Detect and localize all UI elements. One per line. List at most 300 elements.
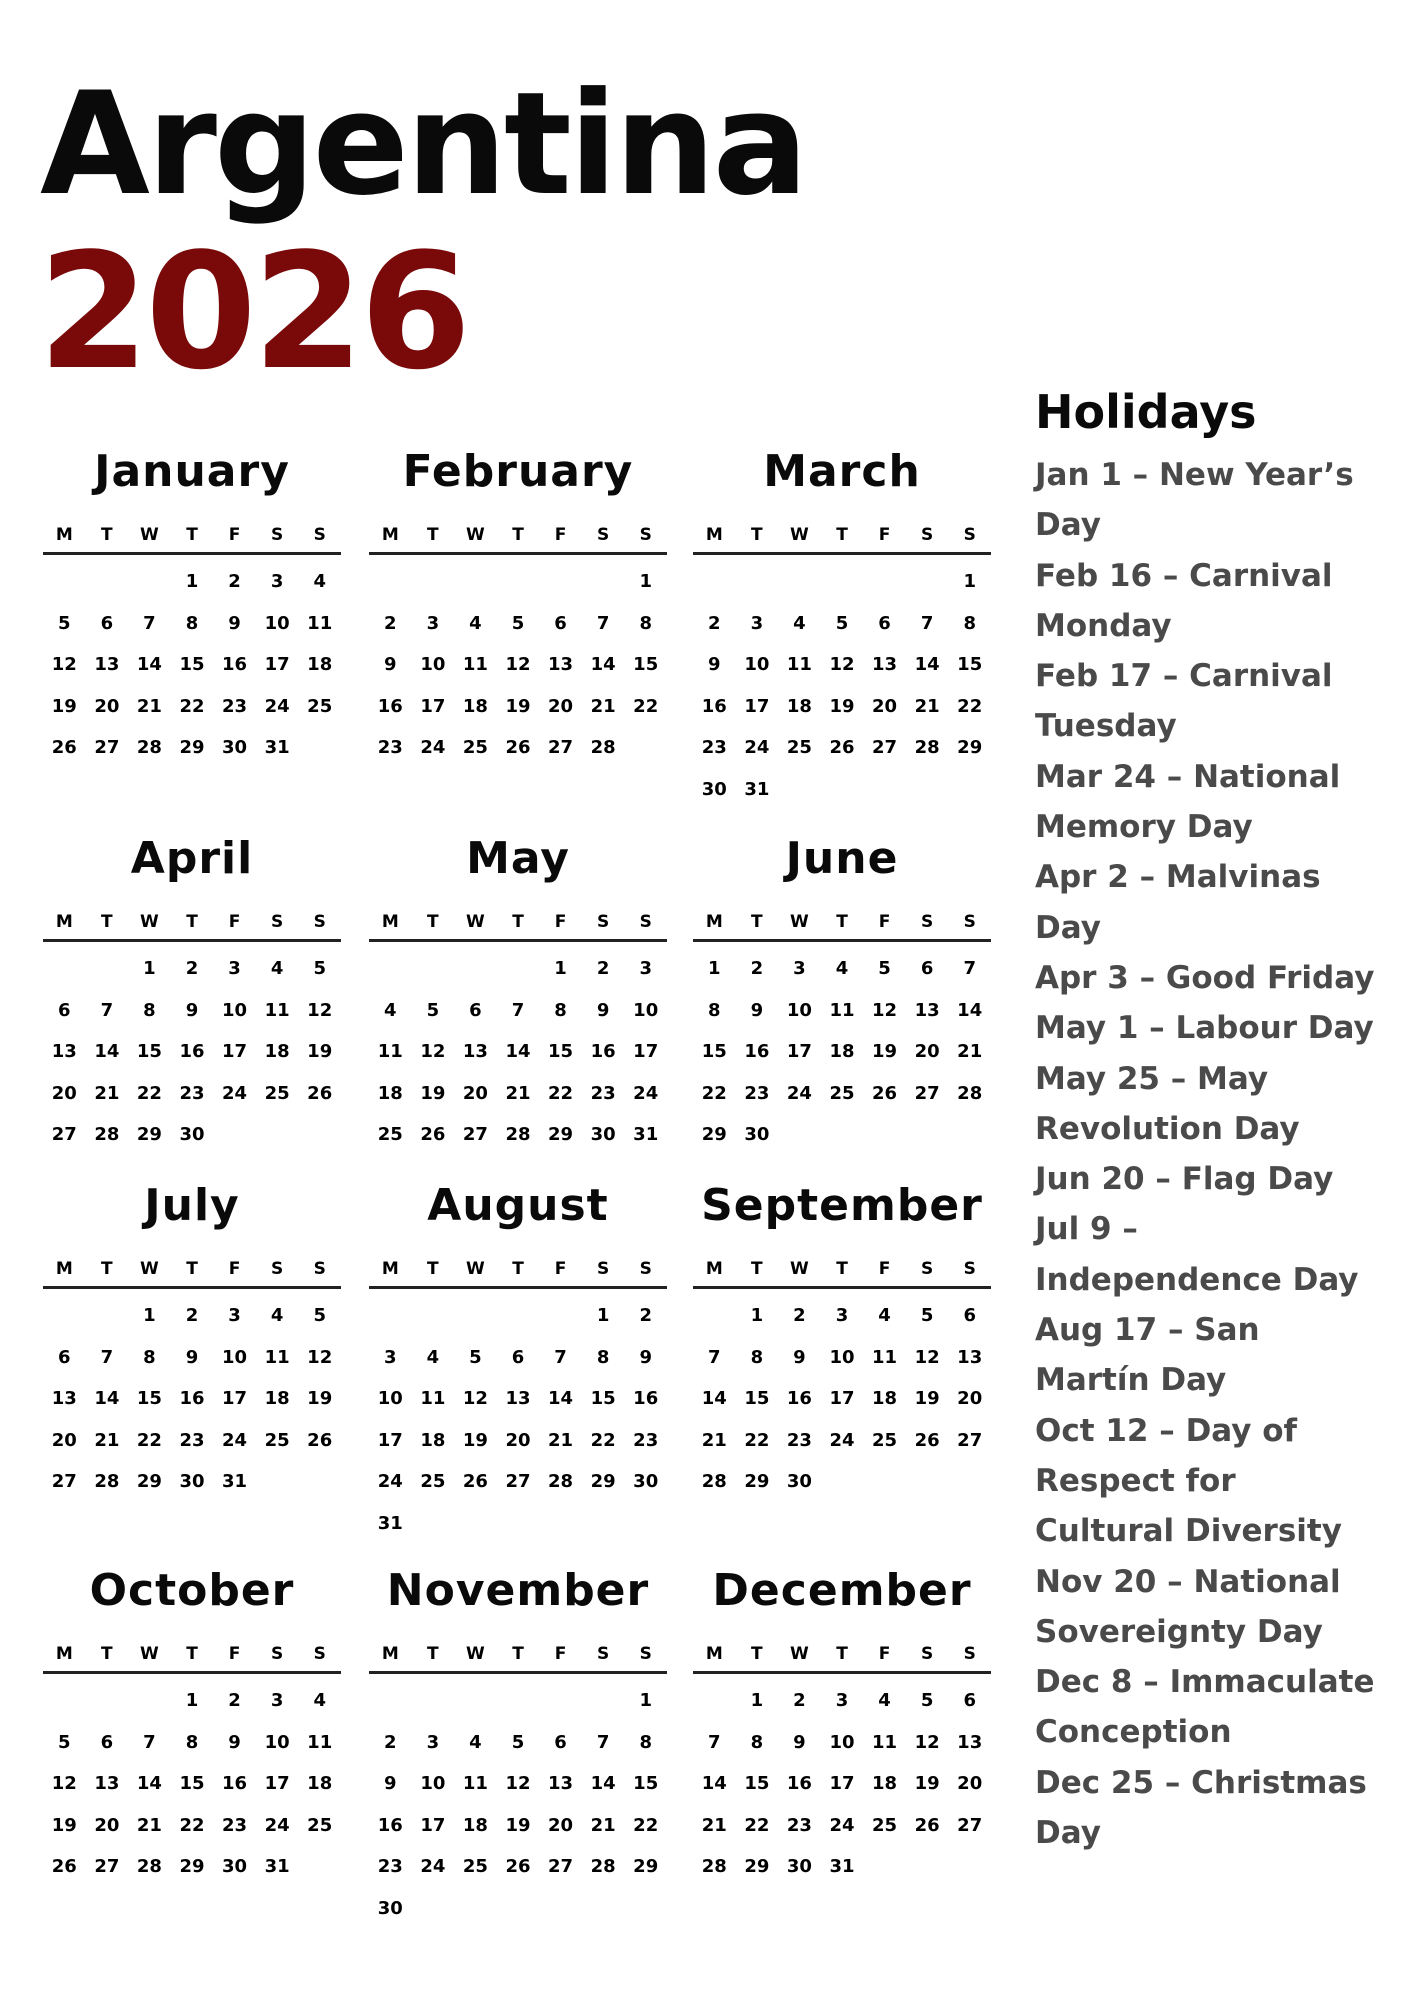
day-cell: 8	[554, 999, 567, 1021]
weekday-label: T	[186, 525, 198, 545]
day-cell: 30	[786, 1856, 812, 1877]
day-cell: 19	[829, 695, 855, 717]
month-name: March	[763, 446, 921, 497]
empty-day	[128, 1680, 171, 1722]
day-cell: 27	[505, 1471, 531, 1492]
month-name: February	[402, 446, 634, 497]
day-cell: 13	[505, 1388, 531, 1409]
day-cell: 22	[179, 1814, 205, 1836]
day-grid	[369, 1674, 667, 1929]
weekday-label: F	[554, 1259, 567, 1279]
day-cell: 15	[136, 1041, 162, 1062]
day-cell: 8	[750, 1731, 764, 1753]
day-cell: 23	[701, 737, 727, 758]
day-cell: 16	[222, 1773, 248, 1794]
empty-day	[43, 1295, 86, 1337]
day-cell: 5	[835, 612, 849, 634]
day-cell: 21	[548, 1429, 574, 1451]
day-cell: 1	[963, 571, 976, 592]
empty-day	[43, 948, 86, 990]
weekday-label: T	[512, 912, 524, 932]
day-cell: 2	[228, 1690, 241, 1711]
day-cell: 14	[701, 1388, 727, 1409]
day-cell: 29	[957, 737, 983, 758]
day-cell: 18	[872, 1773, 898, 1794]
weekday-label: M	[381, 525, 399, 545]
day-cell: 12	[505, 654, 531, 675]
day-cell: 13	[94, 1773, 120, 1794]
holiday-item: Feb 16 – Carnival Monday	[1035, 557, 1333, 644]
day-cell: 15	[179, 1773, 205, 1794]
day-cell: 22	[744, 1814, 770, 1836]
month-january	[43, 440, 341, 769]
weekday-label: S	[597, 1259, 610, 1279]
day-cell: 22	[701, 1082, 727, 1104]
day-cell: 28	[505, 1124, 531, 1145]
day-cell: 19	[914, 1773, 940, 1794]
weekday-label: T	[751, 912, 763, 932]
day-cell: 18	[462, 695, 488, 717]
month-name: November	[386, 1565, 650, 1616]
day-cell: 9	[228, 612, 241, 634]
day-cell: 3	[270, 571, 284, 592]
day-cell: 26	[872, 1082, 898, 1104]
empty-day	[86, 948, 129, 990]
day-grid	[369, 942, 667, 1156]
day-cell: 9	[793, 1731, 806, 1753]
day-cell: 4	[793, 612, 806, 634]
day-grid	[43, 555, 341, 769]
day-cell: 12	[462, 1388, 488, 1409]
day-cell: 11	[420, 1388, 446, 1409]
empty-day	[454, 1295, 497, 1337]
weekday-label: S	[271, 1259, 284, 1279]
holidays-title: Holidays	[1035, 385, 1257, 439]
day-cell: 15	[701, 1041, 727, 1062]
weekday-label: T	[101, 912, 113, 932]
day-cell: 29	[744, 1856, 770, 1877]
weekday-header	[693, 905, 991, 942]
day-cell: 12	[872, 999, 898, 1021]
day-cell: 16	[633, 1388, 659, 1409]
empty-day	[497, 1295, 540, 1337]
day-cell: 25	[872, 1814, 898, 1836]
day-cell: 15	[744, 1388, 770, 1409]
day-cell: 2	[596, 958, 610, 979]
day-cell: 21	[136, 1814, 162, 1836]
day-cell: 23	[222, 695, 248, 717]
day-cell: 11	[786, 654, 812, 675]
day-cell: 24	[264, 1814, 290, 1836]
day-cell: 27	[957, 1429, 983, 1451]
day-cell: 21	[701, 1429, 727, 1451]
day-cell: 25	[264, 1082, 290, 1104]
day-cell: 30	[590, 1124, 616, 1145]
day-cell: 23	[377, 1856, 403, 1877]
empty-day	[582, 1680, 625, 1722]
month-name: January	[94, 446, 290, 497]
day-cell: 16	[377, 695, 403, 717]
day-cell: 7	[708, 1346, 721, 1368]
day-cell: 6	[554, 1731, 567, 1753]
day-cell: 15	[136, 1388, 162, 1409]
day-cell: 3	[750, 612, 764, 634]
day-cell: 20	[548, 1814, 574, 1836]
day-cell: 20	[94, 1814, 120, 1836]
weekday-label: M	[705, 1644, 723, 1664]
empty-day	[369, 948, 412, 990]
day-cell: 30	[786, 1471, 812, 1492]
holiday-item: Dec 8 – Immaculate Conception	[1035, 1664, 1375, 1751]
day-cell: 22	[548, 1082, 574, 1104]
day-cell: 1	[596, 1305, 610, 1326]
day-cell: 11	[462, 654, 488, 675]
day-cell: 30	[633, 1471, 659, 1492]
weekday-label: T	[186, 1644, 198, 1664]
day-cell: 28	[548, 1471, 574, 1492]
day-cell: 31	[829, 1856, 855, 1877]
day-cell: 6	[100, 612, 114, 634]
day-cell: 25	[462, 737, 488, 758]
day-cell: 18	[872, 1388, 898, 1409]
weekday-label: S	[921, 1259, 934, 1279]
day-cell: 8	[185, 1731, 199, 1753]
day-cell: 23	[377, 737, 403, 758]
weekday-label: T	[512, 525, 524, 545]
weekday-label: T	[836, 1644, 848, 1664]
day-cell: 8	[708, 999, 721, 1021]
day-cell: 13	[548, 654, 574, 675]
empty-day	[539, 1295, 582, 1337]
weekday-label: M	[55, 912, 73, 932]
weekday-label: S	[963, 1644, 976, 1664]
weekday-header	[693, 518, 991, 555]
weekday-label: S	[597, 912, 610, 932]
day-cell: 22	[957, 695, 983, 717]
day-cell: 17	[420, 695, 446, 717]
day-cell: 20	[462, 1082, 488, 1104]
day-cell: 18	[420, 1429, 446, 1451]
day-cell: 3	[270, 1690, 284, 1711]
day-cell: 9	[185, 1346, 199, 1368]
day-cell: 28	[957, 1082, 983, 1104]
day-cell: 22	[590, 1429, 616, 1451]
empty-day	[906, 561, 949, 603]
day-cell: 29	[633, 1856, 659, 1877]
weekday-header	[43, 1252, 341, 1289]
weekday-label: F	[554, 912, 567, 932]
weekday-label: T	[101, 525, 113, 545]
weekday-label: W	[140, 525, 159, 545]
weekday-label: S	[313, 1259, 326, 1279]
day-cell: 4	[469, 1731, 482, 1753]
day-cell: 7	[920, 612, 934, 634]
holiday-item: Aug 17 – San Martín Day	[1035, 1312, 1260, 1399]
day-cell: 14	[914, 654, 940, 675]
day-cell: 7	[596, 1731, 610, 1753]
day-cell: 12	[307, 1346, 333, 1368]
day-cell: 25	[307, 695, 333, 717]
day-cell: 4	[270, 1305, 284, 1326]
day-cell: 13	[548, 1773, 574, 1794]
day-cell: 22	[136, 1082, 162, 1104]
day-cell: 14	[94, 1041, 120, 1062]
day-cell: 18	[462, 1814, 488, 1836]
day-cell: 26	[914, 1429, 940, 1451]
weekday-label: T	[512, 1644, 524, 1664]
holiday-item: Apr 3 – Good Friday	[1035, 959, 1375, 996]
weekday-header	[369, 518, 667, 555]
day-cell: 19	[505, 1814, 531, 1836]
day-cell: 5	[426, 999, 440, 1021]
day-cell: 7	[554, 1346, 567, 1368]
day-cell: 10	[420, 654, 446, 675]
empty-day	[693, 1680, 736, 1722]
day-cell: 29	[179, 737, 205, 758]
weekday-label: F	[554, 525, 567, 545]
empty-day	[778, 561, 821, 603]
day-cell: 15	[633, 1773, 659, 1794]
day-cell: 12	[829, 654, 855, 675]
day-cell: 18	[377, 1082, 403, 1104]
day-cell: 25	[264, 1429, 290, 1451]
day-cell: 7	[143, 1731, 156, 1753]
weekday-label: T	[186, 912, 198, 932]
day-cell: 21	[94, 1429, 120, 1451]
day-cell: 10	[633, 999, 659, 1021]
weekday-label: M	[381, 1259, 399, 1279]
day-cell: 16	[701, 695, 727, 717]
day-cell: 27	[51, 1124, 77, 1145]
weekday-label: M	[705, 1259, 723, 1279]
weekday-label: W	[466, 912, 485, 932]
weekday-header	[693, 1637, 991, 1674]
day-cell: 27	[94, 737, 120, 758]
day-cell: 3	[835, 1305, 849, 1326]
day-cell: 30	[222, 1856, 248, 1877]
weekday-label: S	[313, 525, 326, 545]
month-name: December	[712, 1565, 972, 1616]
day-cell: 5	[58, 612, 71, 634]
weekday-label: S	[597, 525, 610, 545]
empty-day	[412, 1295, 455, 1337]
holiday-item: Oct 12 – Day of Respect for Cultural Diversity	[1035, 1412, 1342, 1550]
day-cell: 26	[51, 737, 77, 758]
weekday-label: S	[963, 1259, 976, 1279]
weekday-label: M	[55, 1259, 73, 1279]
day-cell: 30	[744, 1124, 770, 1145]
day-cell: 30	[179, 1124, 205, 1145]
empty-day	[369, 1295, 412, 1337]
day-cell: 24	[829, 1814, 855, 1836]
day-cell: 3	[639, 958, 652, 979]
day-cell: 31	[377, 1512, 403, 1534]
day-cell: 27	[872, 737, 898, 758]
weekday-label: F	[878, 912, 891, 932]
day-cell: 26	[829, 737, 855, 758]
day-cell: 10	[264, 612, 290, 634]
weekday-label: F	[878, 1644, 891, 1664]
day-cell: 3	[228, 1305, 241, 1326]
day-cell: 13	[51, 1388, 77, 1409]
day-cell: 3	[384, 1346, 397, 1368]
day-cell: 16	[786, 1773, 812, 1794]
day-cell: 10	[829, 1346, 855, 1368]
day-cell: 12	[420, 1041, 446, 1062]
empty-day	[454, 561, 497, 603]
holiday-item: May 25 – May Revolution Day	[1035, 1060, 1300, 1147]
day-cell: 5	[469, 1346, 482, 1368]
day-cell: 24	[264, 695, 290, 717]
empty-day	[454, 1680, 497, 1722]
day-cell: 23	[179, 1429, 205, 1451]
weekday-header	[369, 905, 667, 942]
day-cell: 9	[384, 1773, 397, 1794]
day-cell: 24	[633, 1082, 659, 1104]
day-cell: 9	[793, 1346, 806, 1368]
month-september	[693, 1174, 991, 1503]
day-cell: 6	[920, 958, 934, 979]
empty-day	[43, 561, 86, 603]
weekday-label: W	[790, 1644, 809, 1664]
weekday-label: T	[101, 1259, 113, 1279]
day-cell: 13	[957, 1731, 983, 1753]
day-cell: 8	[639, 1731, 652, 1753]
day-cell: 4	[313, 571, 326, 592]
day-cell: 12	[914, 1731, 940, 1753]
day-cell: 5	[511, 612, 525, 634]
day-cell: 13	[872, 654, 898, 675]
day-cell: 8	[143, 999, 156, 1021]
empty-day	[693, 1295, 736, 1337]
day-cell: 15	[633, 654, 659, 675]
day-cell: 7	[596, 612, 610, 634]
day-cell: 9	[185, 999, 199, 1021]
day-cell: 9	[596, 999, 610, 1021]
day-cell: 6	[58, 1346, 71, 1368]
day-cell: 5	[920, 1305, 934, 1326]
day-cell: 16	[744, 1041, 770, 1062]
day-cell: 4	[426, 1346, 440, 1368]
day-grid	[43, 1674, 341, 1888]
weekday-label: S	[597, 1644, 610, 1664]
weekday-header	[43, 518, 341, 555]
weekday-label: W	[140, 1644, 159, 1664]
weekday-label: T	[427, 912, 439, 932]
day-cell: 3	[793, 958, 806, 979]
day-cell: 10	[786, 999, 812, 1021]
day-cell: 1	[639, 1690, 652, 1711]
weekday-label: S	[639, 1644, 652, 1664]
empty-day	[412, 1680, 455, 1722]
day-cell: 20	[51, 1429, 77, 1451]
day-cell: 23	[590, 1082, 616, 1104]
day-cell: 8	[963, 612, 976, 634]
day-cell: 26	[914, 1814, 940, 1836]
day-cell: 20	[548, 695, 574, 717]
empty-day	[539, 1680, 582, 1722]
day-cell: 9	[708, 654, 721, 675]
holiday-item: Dec 25 – Christmas Day	[1035, 1764, 1367, 1852]
day-cell: 26	[505, 1856, 531, 1877]
month-name: August	[427, 1180, 609, 1231]
weekday-label: T	[751, 1644, 763, 1664]
weekday-label: F	[878, 1259, 891, 1279]
day-cell: 13	[957, 1346, 983, 1368]
page-title: Argentina	[40, 62, 806, 227]
day-cell: 1	[185, 571, 199, 592]
day-cell: 1	[639, 571, 652, 592]
day-cell: 23	[633, 1429, 659, 1451]
weekday-label: T	[427, 1644, 439, 1664]
day-cell: 11	[264, 999, 290, 1021]
weekday-label: T	[836, 912, 848, 932]
day-cell: 28	[94, 1124, 120, 1145]
weekday-label: T	[101, 1644, 113, 1664]
weekday-label: F	[228, 525, 241, 545]
day-cell: 25	[307, 1814, 333, 1836]
weekday-label: S	[271, 1644, 284, 1664]
day-cell: 11	[462, 1773, 488, 1794]
day-grid	[693, 942, 991, 1156]
day-cell: 18	[786, 695, 812, 717]
day-cell: 29	[136, 1124, 162, 1145]
day-cell: 29	[590, 1471, 616, 1492]
weekday-label: W	[790, 1259, 809, 1279]
day-cell: 19	[505, 695, 531, 717]
day-cell: 6	[469, 999, 482, 1021]
day-cell: 18	[307, 654, 333, 675]
day-cell: 14	[590, 1773, 616, 1794]
day-cell: 10	[264, 1731, 290, 1753]
day-cell: 8	[596, 1346, 610, 1368]
weekday-label: M	[55, 1644, 73, 1664]
day-cell: 18	[307, 1773, 333, 1794]
day-cell: 14	[505, 1041, 531, 1062]
day-cell: 9	[750, 999, 764, 1021]
month-name: May	[466, 833, 570, 884]
day-cell: 15	[548, 1041, 574, 1062]
day-cell: 29	[701, 1124, 727, 1145]
weekday-label: M	[705, 912, 723, 932]
day-cell: 22	[179, 695, 205, 717]
day-cell: 30	[222, 737, 248, 758]
day-cell: 3	[426, 1731, 440, 1753]
day-cell: 25	[872, 1429, 898, 1451]
month-july	[43, 1174, 341, 1503]
day-cell: 13	[94, 654, 120, 675]
day-cell: 17	[633, 1041, 659, 1062]
day-cell: 15	[744, 1773, 770, 1794]
day-cell: 7	[100, 1346, 114, 1368]
day-cell: 21	[136, 695, 162, 717]
day-cell: 7	[708, 1731, 721, 1753]
day-grid	[369, 1289, 667, 1544]
day-cell: 1	[750, 1690, 764, 1711]
weekday-label: M	[705, 525, 723, 545]
day-cell: 21	[914, 695, 940, 717]
day-cell: 24	[222, 1429, 248, 1451]
day-cell: 26	[462, 1471, 488, 1492]
day-cell: 2	[384, 1731, 397, 1753]
day-cell: 14	[136, 654, 162, 675]
empty-day	[128, 561, 171, 603]
day-cell: 19	[51, 695, 77, 717]
day-cell: 29	[744, 1471, 770, 1492]
weekday-label: W	[140, 1259, 159, 1279]
empty-day	[863, 561, 906, 603]
weekday-header	[43, 1637, 341, 1674]
